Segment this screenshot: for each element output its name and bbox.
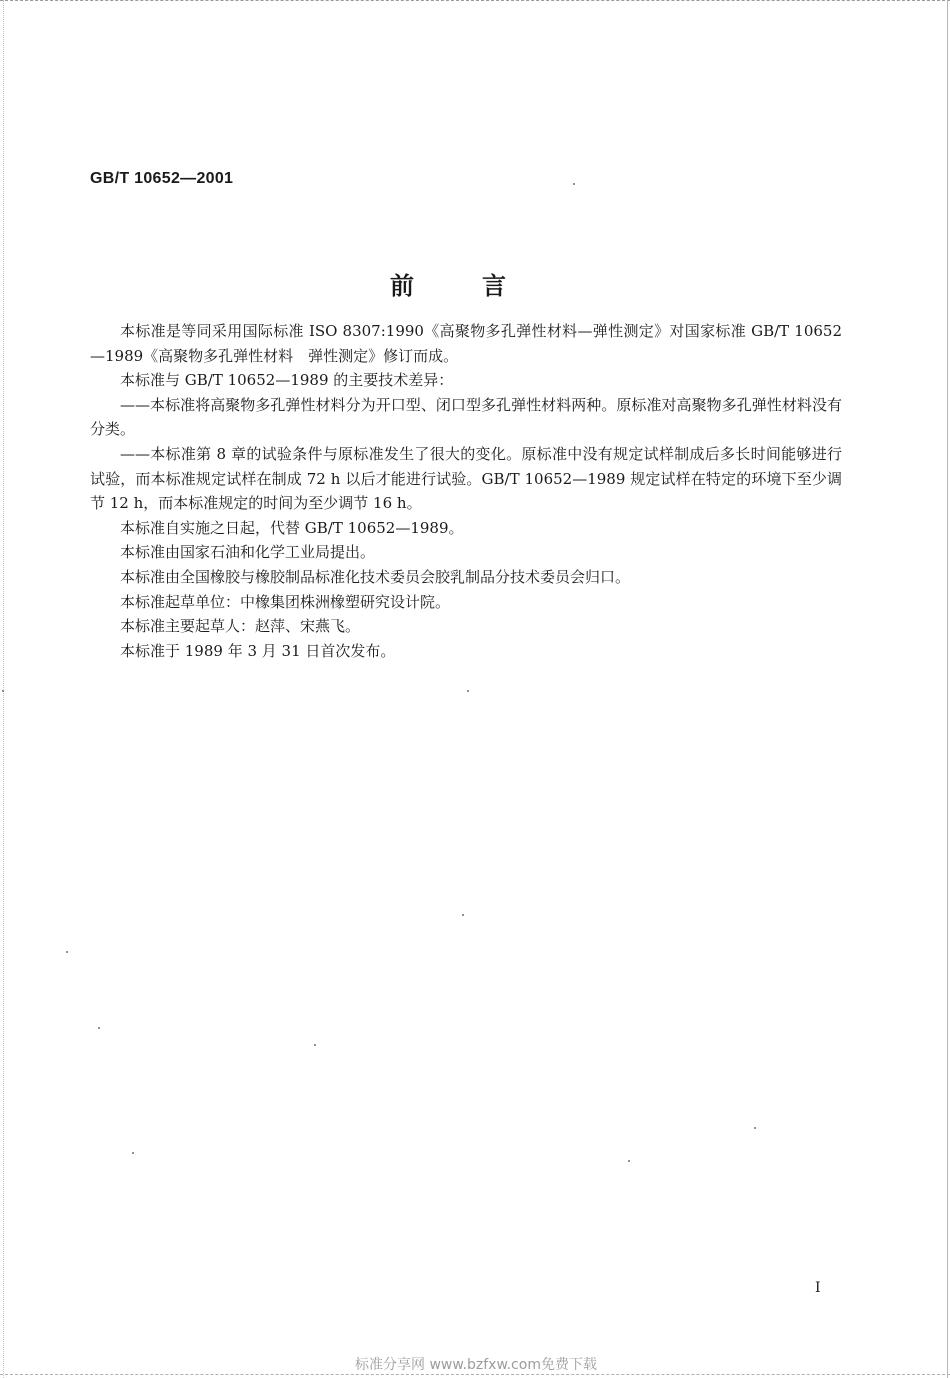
scan-speck (628, 1160, 630, 1162)
scan-speck (66, 951, 68, 953)
scan-edge-top (0, 0, 950, 7)
standard-number: GB/T 10652—2001 (90, 170, 234, 187)
scan-speck (2, 690, 4, 692)
watermark-text: 标准分享网 www.bzfxw.com免费下载 (355, 1357, 597, 1373)
scan-speck (314, 1044, 316, 1046)
scan-edge-right (945, 0, 948, 1378)
foreword-title: 前言 (390, 272, 574, 300)
page-number: I (815, 1280, 821, 1296)
scan-edge-left (3, 0, 5, 1378)
paragraph-differences-intro: 本标准与 GB/T 10652—1989 的主要技术差异： (120, 371, 454, 390)
foreword-body (90, 319, 842, 663)
scan-speck (462, 914, 464, 916)
scan-speck (754, 1127, 756, 1129)
paragraph-proposed-by: 本标准由国家石油和化学工业局提出。 (120, 543, 376, 562)
paragraph-difference-test-conditions: ——本标准第 8 章的试验条件与原标准发生了很大的变化。原标准中没有规定试样制成后多长时间能够进行试验，而本标准规定试样在制成 72 h 以后才能进行试验。GB/T 10652—1989 规定试样在特定的环境下至少调节 12 h，而本标准规定的时间为至少调节 16 h。 (90, 444, 842, 513)
paragraph-drafters: 本标准主要起草人：赵萍、宋燕飞。 (120, 617, 361, 636)
paragraph-drafting-unit: 本标准起草单位：中橡集团株洲橡塑研究设计院。 (120, 592, 451, 611)
paragraph-difference-classification: ——本标准将高聚物多孔弹性材料分为开口型、闭口型多孔弹性材料两种。原标准对高聚物多孔弹性材料没有分类。 (90, 395, 842, 439)
paragraph-replaces: 本标准自实施之日起，代替 GB/T 10652—1989。 (120, 518, 464, 537)
paragraph-committee: 本标准由全国橡胶与橡胶制品标准化技术委员会胶乳制品分技术委员会归口。 (120, 567, 631, 586)
paragraph-adoption: 本标准是等同采用国际标准 ISO 8307:1990《高聚物多孔弹性材料—弹性测定》对国家标准 GB/T 10652—1989《高聚物多孔弹性材料 弹性测定》修订而成。 (90, 322, 842, 365)
scan-speck (573, 183, 575, 185)
scan-speck (98, 1027, 100, 1029)
scan-speck (132, 1152, 134, 1154)
paragraph-first-issued: 本标准于 1989 年 3 月 31 日首次发布。 (120, 641, 396, 660)
scan-speck (467, 690, 469, 692)
